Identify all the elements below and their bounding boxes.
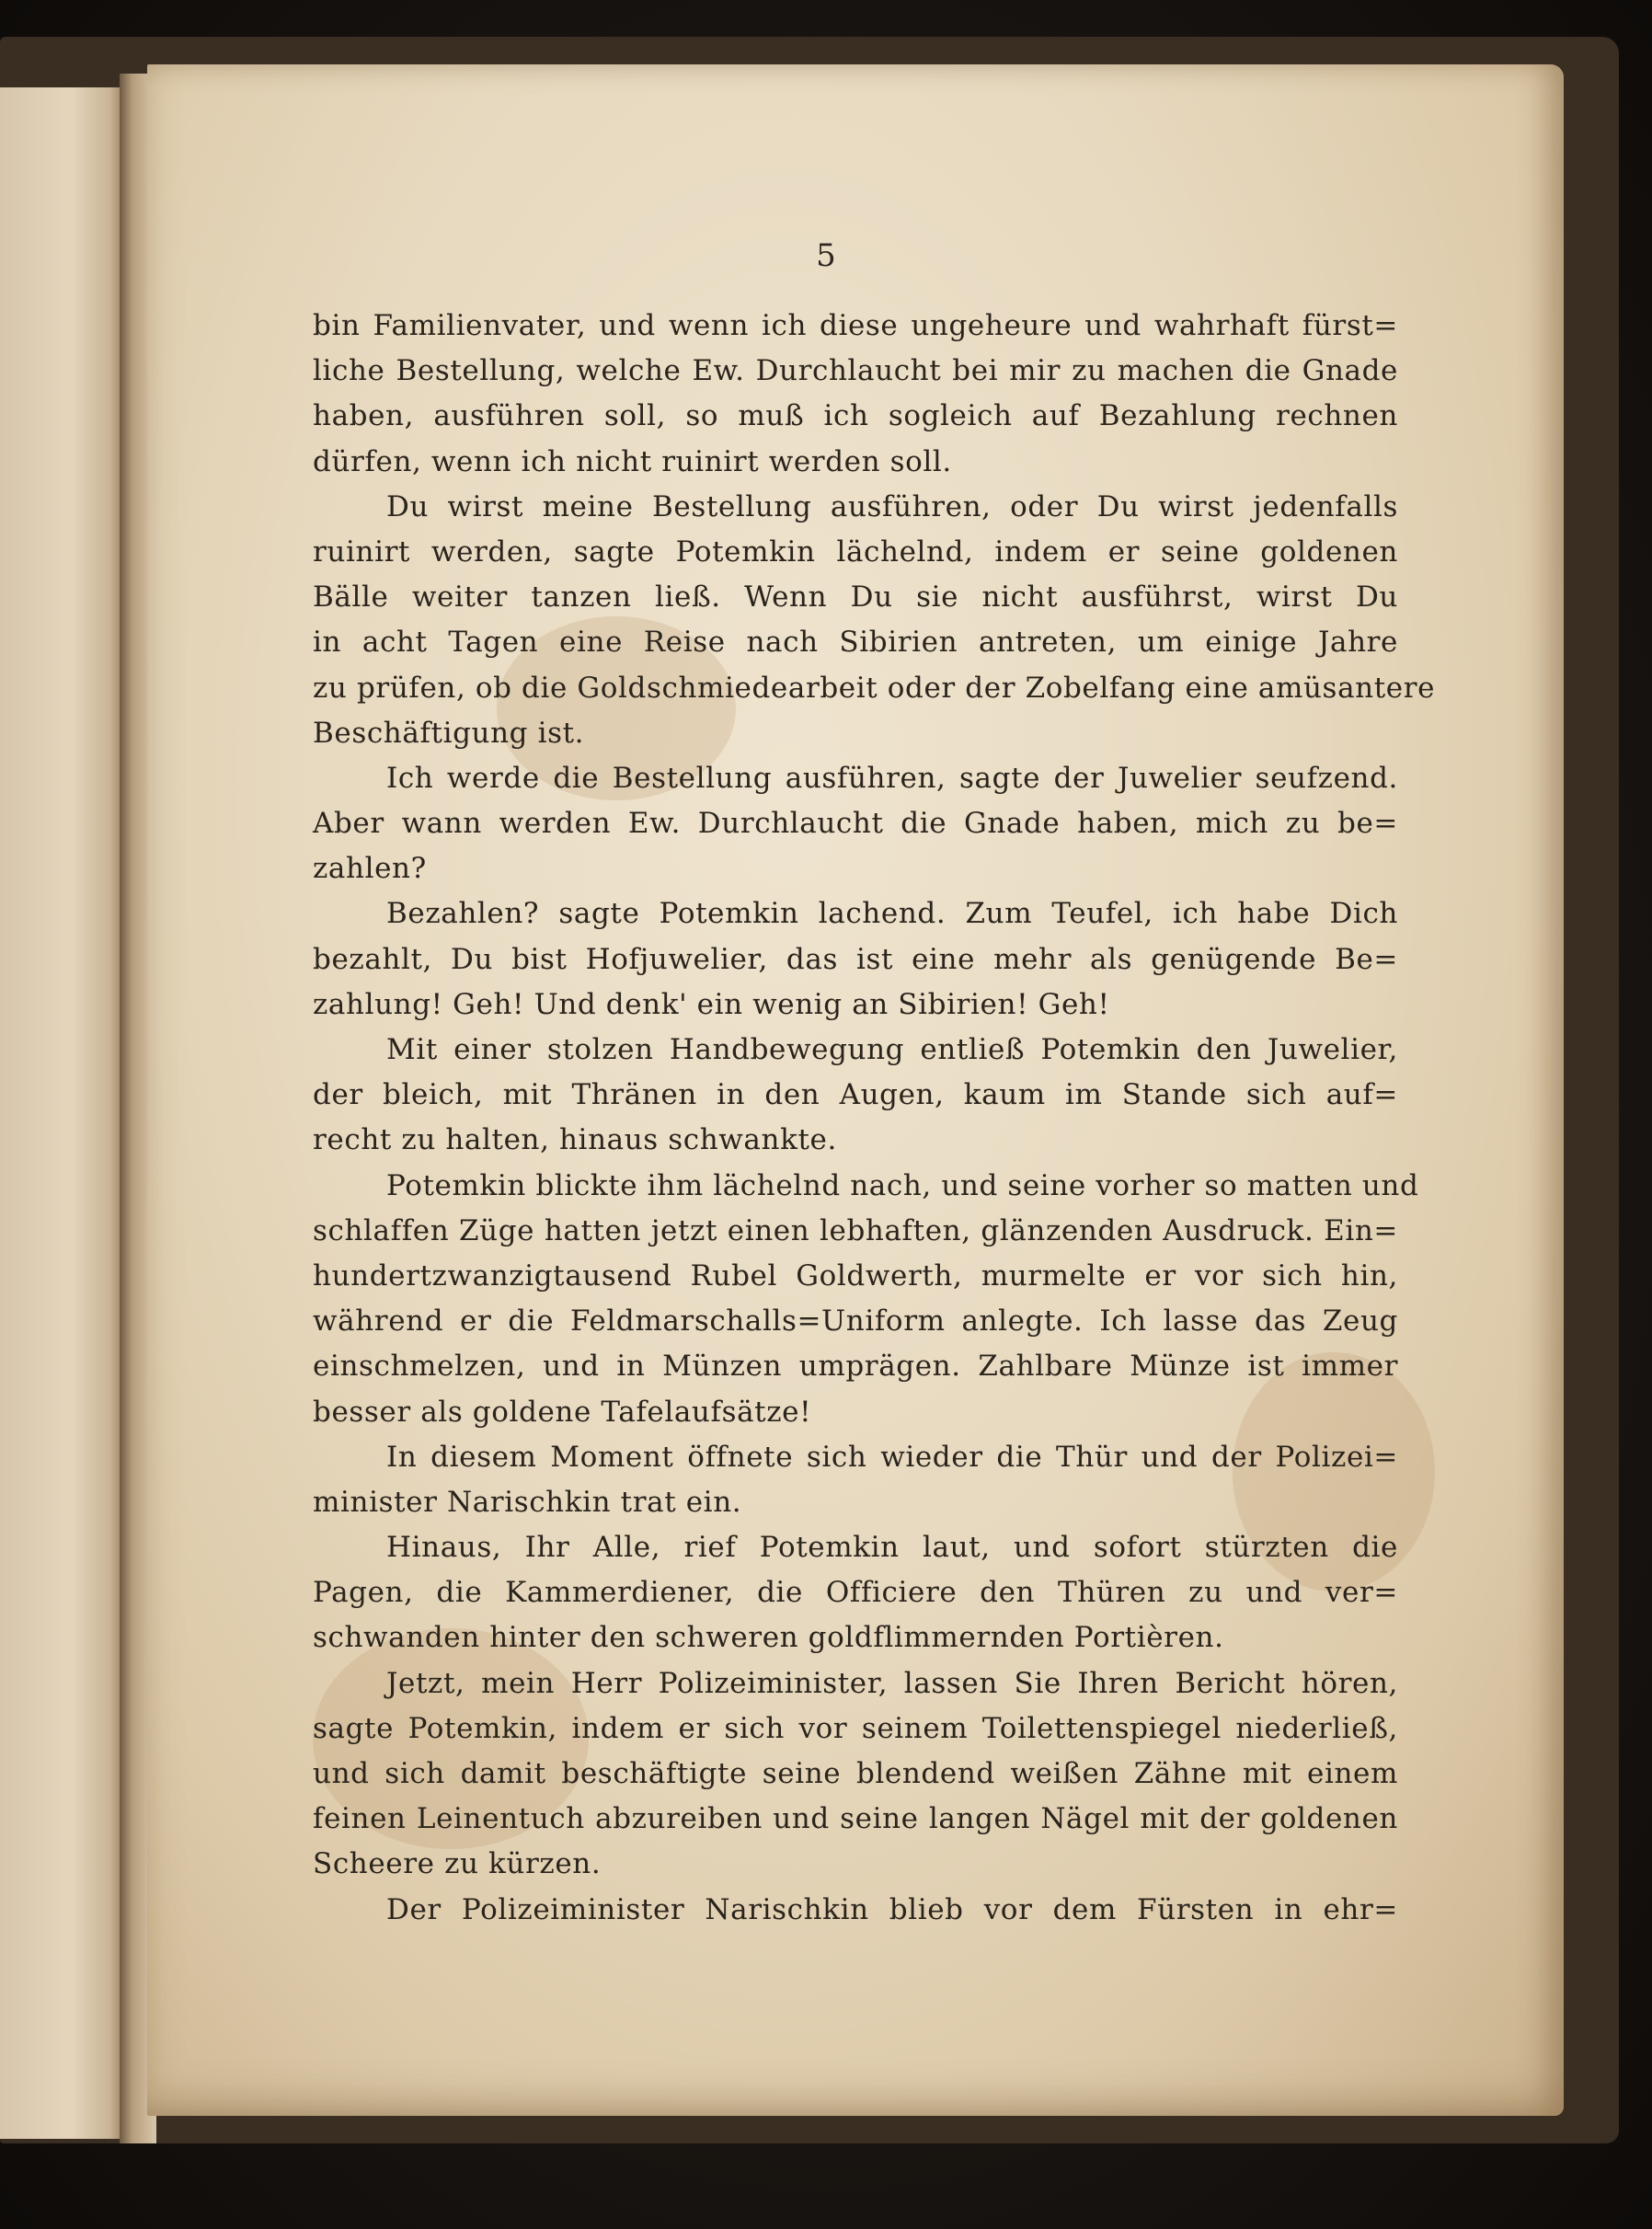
text-line: zu prüfen, ob die Goldschmiedearbeit oder der Zobelfang eine amüsantere (313, 671, 1436, 705)
text-line: Potemkin blickte ihm lächelnd nach, und seine vorher so matten und (386, 1168, 1419, 1202)
text-line: hundertzwanzigtausend Rubel Goldwerth, murmelte er vor sich hin, (313, 1258, 1398, 1293)
left-page-edge (0, 87, 129, 2139)
text-line: in acht Tagen eine Reise nach Sibirien antreten, um einige Jahre (313, 626, 1398, 660)
text-line: schlaffen Züge hatten jetzt einen lebhaften, glänzenden Ausdruck. Ein= (313, 1213, 1398, 1247)
text-line: Jetzt, mein Herr Polizeiminister, lassen Sie Ihren Bericht hören, (386, 1666, 1398, 1700)
text-line: haben, ausführen soll, so muß ich sogleich auf Bezahlung rechnen (313, 399, 1398, 433)
text-line: Pagen, die Kammerdiener, die Officiere den Thüren zu und ver= (313, 1576, 1398, 1610)
text-line: Der Polizeiminister Narischkin blieb vor dem Fürsten in ehr= (386, 1892, 1398, 1926)
text-line: einschmelzen, und in Münzen umprägen. Zahlbare Münze ist immer (313, 1350, 1398, 1384)
text-line: Bälle weiter tanzen ließ. Wenn Du sie nicht ausführst, wirst Du (313, 580, 1398, 615)
text-line: zahlung! Geh! Und denk' ein wenig an Sibirien! Geh! (313, 987, 1110, 1021)
text-line: feinen Leinentuch abzureiben und seine langen Nägel mit der goldenen (313, 1802, 1398, 1836)
text-line: Ich werde die Bestellung ausführen, sagte der Juwelier seufzend. (386, 761, 1398, 795)
text-line: der bleich, mit Thränen in den Augen, kaum im Stande sich auf= (313, 1078, 1398, 1112)
text-line: während er die Feldmarschalls=Uniform anlegte. Ich lasse das Zeug (313, 1304, 1398, 1339)
text-line: besser als goldene Tafelaufsätze! (313, 1395, 812, 1429)
text-line: Aber wann werden Ew. Durchlaucht die Gnade haben, mich zu be= (313, 807, 1398, 841)
text-line: minister Narischkin trat ein. (313, 1485, 742, 1519)
text-line: bin Familienvater, und wenn ich diese ungeheure und wahrhaft fürst= (313, 309, 1398, 342)
text-line: und sich damit beschäftigte seine blendend weißen Zähne mit einem (313, 1757, 1398, 1790)
text-line: zahlen? (313, 852, 427, 886)
text-line: liche Bestellung, welche Ew. Durchlaucht bei mir zu machen die Gnade (313, 354, 1398, 388)
text-line: Scheere zu kürzen. (313, 1847, 602, 1881)
text-line: dürfen, wenn ich nicht ruinirt werden soll. (313, 444, 952, 478)
page-number: 5 (816, 237, 836, 274)
text-line: In diesem Moment öffnete sich wieder die Thür und der Polizei= (386, 1440, 1398, 1474)
text-line: recht zu halten, hinaus schwankte. (313, 1123, 837, 1157)
text-line: Bezahlen? sagte Potemkin lachend. Zum Teufel, ich habe Dich (386, 897, 1398, 931)
text-line: schwanden hinter den schweren goldflimmernden Portièren. (313, 1621, 1224, 1655)
page-text (313, 304, 1436, 1933)
text-line: ruinirt werden, sagte Potemkin lächelnd, indem er seine goldenen (313, 534, 1398, 569)
text-line: Du wirst meine Bestellung ausführen, oder Du wirst jedenfalls (386, 489, 1398, 523)
text-line: sagte Potemkin, indem er sich vor seinem Toilettenspiegel niederließ, (313, 1711, 1398, 1745)
text-line: Beschäftigung ist. (313, 716, 585, 750)
text-line: Mit einer stolzen Handbewegung entließ Potemkin den Juwelier, (386, 1033, 1398, 1066)
text-line: Hinaus, Ihr Alle, rief Potemkin laut, und sofort stürzten die (386, 1531, 1398, 1565)
text-line: bezahlt, Du bist Hofjuwelier, das ist eine mehr als genügende Be= (313, 942, 1398, 976)
